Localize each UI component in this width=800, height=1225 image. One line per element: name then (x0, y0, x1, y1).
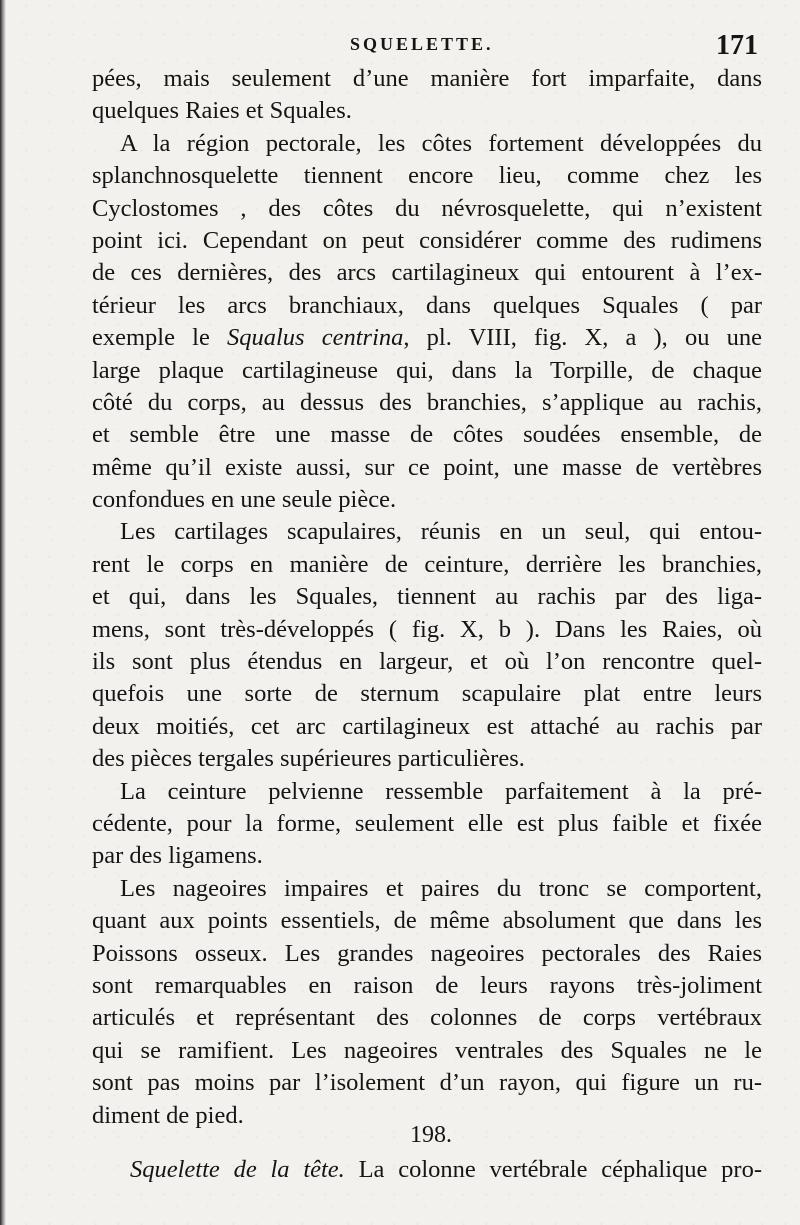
section-number: 198. (410, 1122, 452, 1148)
text-line-17: et qui, dans les Squales, tiennent au rachis par des liga- (92, 583, 762, 611)
text-line-20: quefois une sorte de sternum scapulaire plat entre leurs (92, 680, 762, 708)
text-line-28: Poissons osseux. Les grandes nageoires pectorales des Raies (92, 939, 762, 967)
line-9-prefix: exemple le (92, 324, 227, 352)
text-line-11: côté du corps, au dessus des branchies, s’applique au rachis, (92, 388, 762, 416)
text-line-2: quelques Raies et Squales. (92, 97, 352, 125)
body-text (92, 63, 762, 1132)
species-name: Squalus centrina (226, 324, 404, 352)
text-line-29: sont remarquables en raison de leurs rayons très-joliment (92, 971, 762, 999)
text-line-25: par des ligamens. (92, 842, 263, 870)
section-heading: Squelette de la tête. (130, 1156, 345, 1183)
text-line-4: splanchnosquelette tiennent encore lieu, comme chez les (92, 162, 762, 190)
text-line-12: et semble être une masse de côtes soudées ensemble, de (92, 421, 762, 449)
text-line-30: articulés et représentant des colonnes de corps vertébraux (92, 1004, 762, 1032)
text-line-14: confondues en une seule pièce. (92, 486, 397, 514)
text-line-8: térieur les arcs branchiaux, dans quelques Squales ( par (92, 291, 762, 319)
text-line-1: pées, mais seulement d’une manière fort imparfaite, dans (92, 65, 762, 92)
final-line (130, 1154, 762, 1186)
text-line-3: A la région pectorale, les côtes fortement développées du (120, 129, 762, 157)
text-line-32: sont pas moins par l’isolement d’un rayon, qui figure un ru- (92, 1069, 762, 1097)
text-line-24: cédente, pour la forme, seulement elle est plus faible et fixée (92, 809, 762, 837)
running-title: SQUELETTE. (350, 34, 494, 54)
final-line-text: La colonne vertébrale céphalique pro- (344, 1156, 762, 1183)
text-line-33: diment de pied. (92, 1101, 244, 1129)
text-line-9 (92, 322, 762, 354)
text-line-10: large plaque cartilagineuse qui, dans la Torpille, de chaque (92, 356, 762, 384)
page-number: 171 (716, 30, 758, 61)
page-header (92, 30, 768, 62)
text-line-16: rent le corps en manière de ceinture, derrière les branchies, (92, 550, 762, 578)
text-line-27: quant aux points essentiels, de même absolument que dans les (92, 907, 762, 935)
text-line-26: Les nageoires impaires et paires du tronc se comportent, (120, 874, 762, 902)
text-line-22: des pièces tergales supérieures particulières. (92, 745, 525, 773)
text-line-13: même qu’il existe aussi, sur ce point, une masse de vertèbres (92, 453, 762, 481)
line-9-suffix: , pl. VIII, fig. X, a ), ou une (403, 324, 762, 352)
text-line-7: de ces dernières, des arcs cartilagineux qui entourent à l’ex- (92, 259, 762, 287)
text-line-31: qui se ramifient. Les nageoires ventrales des Squales ne le (92, 1036, 762, 1064)
text-line-23: La ceinture pelvienne ressemble parfaitement à la pré- (120, 777, 762, 805)
page-edge-shadow (0, 0, 6, 1225)
text-line-6: point ici. Cependant on peut considérer comme des rudimens (92, 226, 762, 254)
text-line-21: deux moitiés, cet arc cartilagineux est attaché au rachis par (92, 712, 762, 740)
text-line-15: Les cartilages scapulaires, réunis en un seul, qui entou- (120, 518, 762, 546)
text-line-18: mens, sont très-développés ( fig. X, b ). Dans les Raies, où (92, 615, 762, 643)
text-line-5: Cyclostomes , des côtes du névrosquelette, qui n’existent (92, 194, 762, 222)
text-line-19: ils sont plus étendus en largeur, et où l’on rencontre quel- (92, 648, 762, 676)
